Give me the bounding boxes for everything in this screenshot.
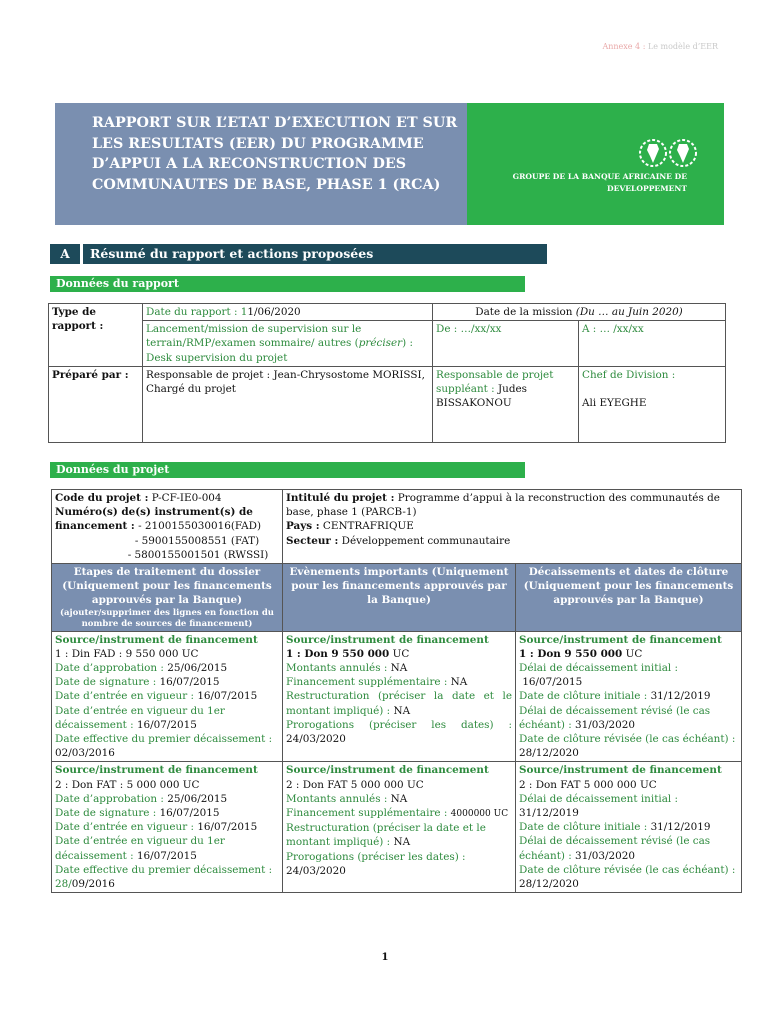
row1-evenements: Source/instrument de financement 1 : Don 9 550 000 UC Montants annulés : NA Financement supplémentaire : NA Restructuration (préciser la date et le montant impliqué) : NA Prorogations (préciser les dates) : 24/03/2020 — [283, 631, 516, 762]
section-letter: A — [50, 244, 80, 264]
mission-to: A : … /xx/xx — [579, 321, 726, 367]
row1-etapes: Source/instrument de financement 1 : Din FAD : 9 550 000 UC Date d’approbation : 25/06/2015 Date de signature : 16/07/2015 Date d’entrée en vigueur : 16/07/2015 Date d’entrée en vigueur du 1er décaissement : 16/07/2015 Date effective du premier décaissement : 02/03/2016 — [52, 631, 283, 762]
financement-row-2 — [52, 762, 742, 893]
responsable-projet: Responsable de projet : Jean-Chrysostome MORISSI, Chargé du projet — [143, 366, 433, 442]
organization-name: GROUPE DE LA BANQUE AFRICAINE DE DEVELOPPEMENT — [512, 172, 687, 193]
report-banner — [55, 103, 724, 225]
row2-evenements: Source/instrument de financement 2 : Don FAT 5 000 000 UC Montants annulés : NA Financement supplémentaire : 4000000 UC Restructuration (préciser la date et le montant impliqué) : NA Prorogations (préciser les dates) : 24/03/2020 — [283, 762, 516, 893]
chef-division: Chef de Division : Ali EYEGHE — [579, 366, 726, 442]
col-header-evenements: Evènements importants (Uniquement pour les financements approuvés par la Banque) — [283, 564, 516, 632]
intitule-cell: Intitulé du projet : Programme d’appui à la reconstruction des communautés de base, phase 1 (PARCB-1) Pays : CENTRAFRIQUE Secteur : Développement communautaire — [283, 490, 742, 564]
banner-title-panel — [55, 103, 467, 225]
annex-label: Annexe 4 : Le modèle d’EER — [602, 42, 718, 51]
report-title: RAPPORT SUR L’ETAT D’EXECUTION ET SUR LES RESULTATS (EER) DU PROGRAMME D’APPUI A LA RECONSTRUCTION DES COMMUNAUTES DE BASE, PHASE 1 (RCA) — [92, 115, 458, 193]
lancement-text: Lancement/mission de supervision sur le terrain/RMP/examen sommaire/ autres (préciser) : Desk supervision du projet — [143, 321, 433, 367]
projet-table — [51, 489, 742, 893]
prepare-label: Préparé par : — [49, 366, 143, 442]
page-number: 1 — [381, 952, 389, 963]
financement-row-1 — [52, 631, 742, 762]
col-header-etapes: Etapes de traitement du dossier (Uniquement pour les financements approuvés par la Banque) (ajouter/supprimer des lignes en fonction du nombre de sources de financement) — [52, 564, 283, 632]
type-rapport-label: Type de rapport : — [49, 304, 143, 367]
section-title: Résumé du rapport et actions proposées — [83, 244, 547, 264]
rapport-table — [48, 303, 726, 443]
code-projet-cell: Code du projet : P-CF-IE0-004 Numéro(s) de(s) instrument(s) de financement : - 2100155030016(FAD) - 5900155008551 (FAT) - 5800155001501 (RWSSI) — [52, 490, 283, 564]
col-header-decaissements: Décaissements et dates de clôture (Uniquement pour les financements approuvés par la Banque) — [516, 564, 742, 632]
row1-decaissements: Source/instrument de financement 1 : Don 9 550 000 UC Délai de décaissement initial : 16/07/2015 Date de clôture initiale : 31/12/2019 Délai de décaissement révisé (le cas échéant) : 31/03/2020 Date de clôture révisée (le cas échéant) : 28/12/2020 — [516, 631, 742, 762]
banner-logo-panel — [467, 103, 724, 225]
afdb-logo-icon — [637, 136, 699, 170]
mission-from: De : …/xx/xx — [433, 321, 579, 367]
date-mission: Date de la mission (Du … au Juin 2020) — [433, 304, 726, 321]
rapport-heading: Données du rapport — [50, 276, 525, 292]
row2-decaissements: Source/instrument de financement 2 : Don FAT 5 000 000 UC Délai de décaissement initial : 31/12/2019 Date de clôture initiale : 31/12/2019 Délai de décaissement révisé (le cas échéant) : 31/03/2020 Date de clôture révisée (le cas échéant) : 28/12/2020 — [516, 762, 742, 893]
responsable-suppleant: Responsable de projet suppléant : Judes BISSAKONOU — [433, 366, 579, 442]
projet-heading: Données du projet — [50, 462, 525, 478]
row2-etapes: Source/instrument de financement 2 : Don FAT : 5 000 000 UC Date d’approbation : 25/06/2015 Date de signature : 16/07/2015 Date d’entrée en vigueur : 16/07/2015 Date d’entrée en vigueur du 1er décaissement : 16/07/2015 Date effective du premier décaissement : 28/09/2016 — [52, 762, 283, 893]
date-rapport: Date du rapport : 11/06/2020 — [143, 304, 433, 321]
